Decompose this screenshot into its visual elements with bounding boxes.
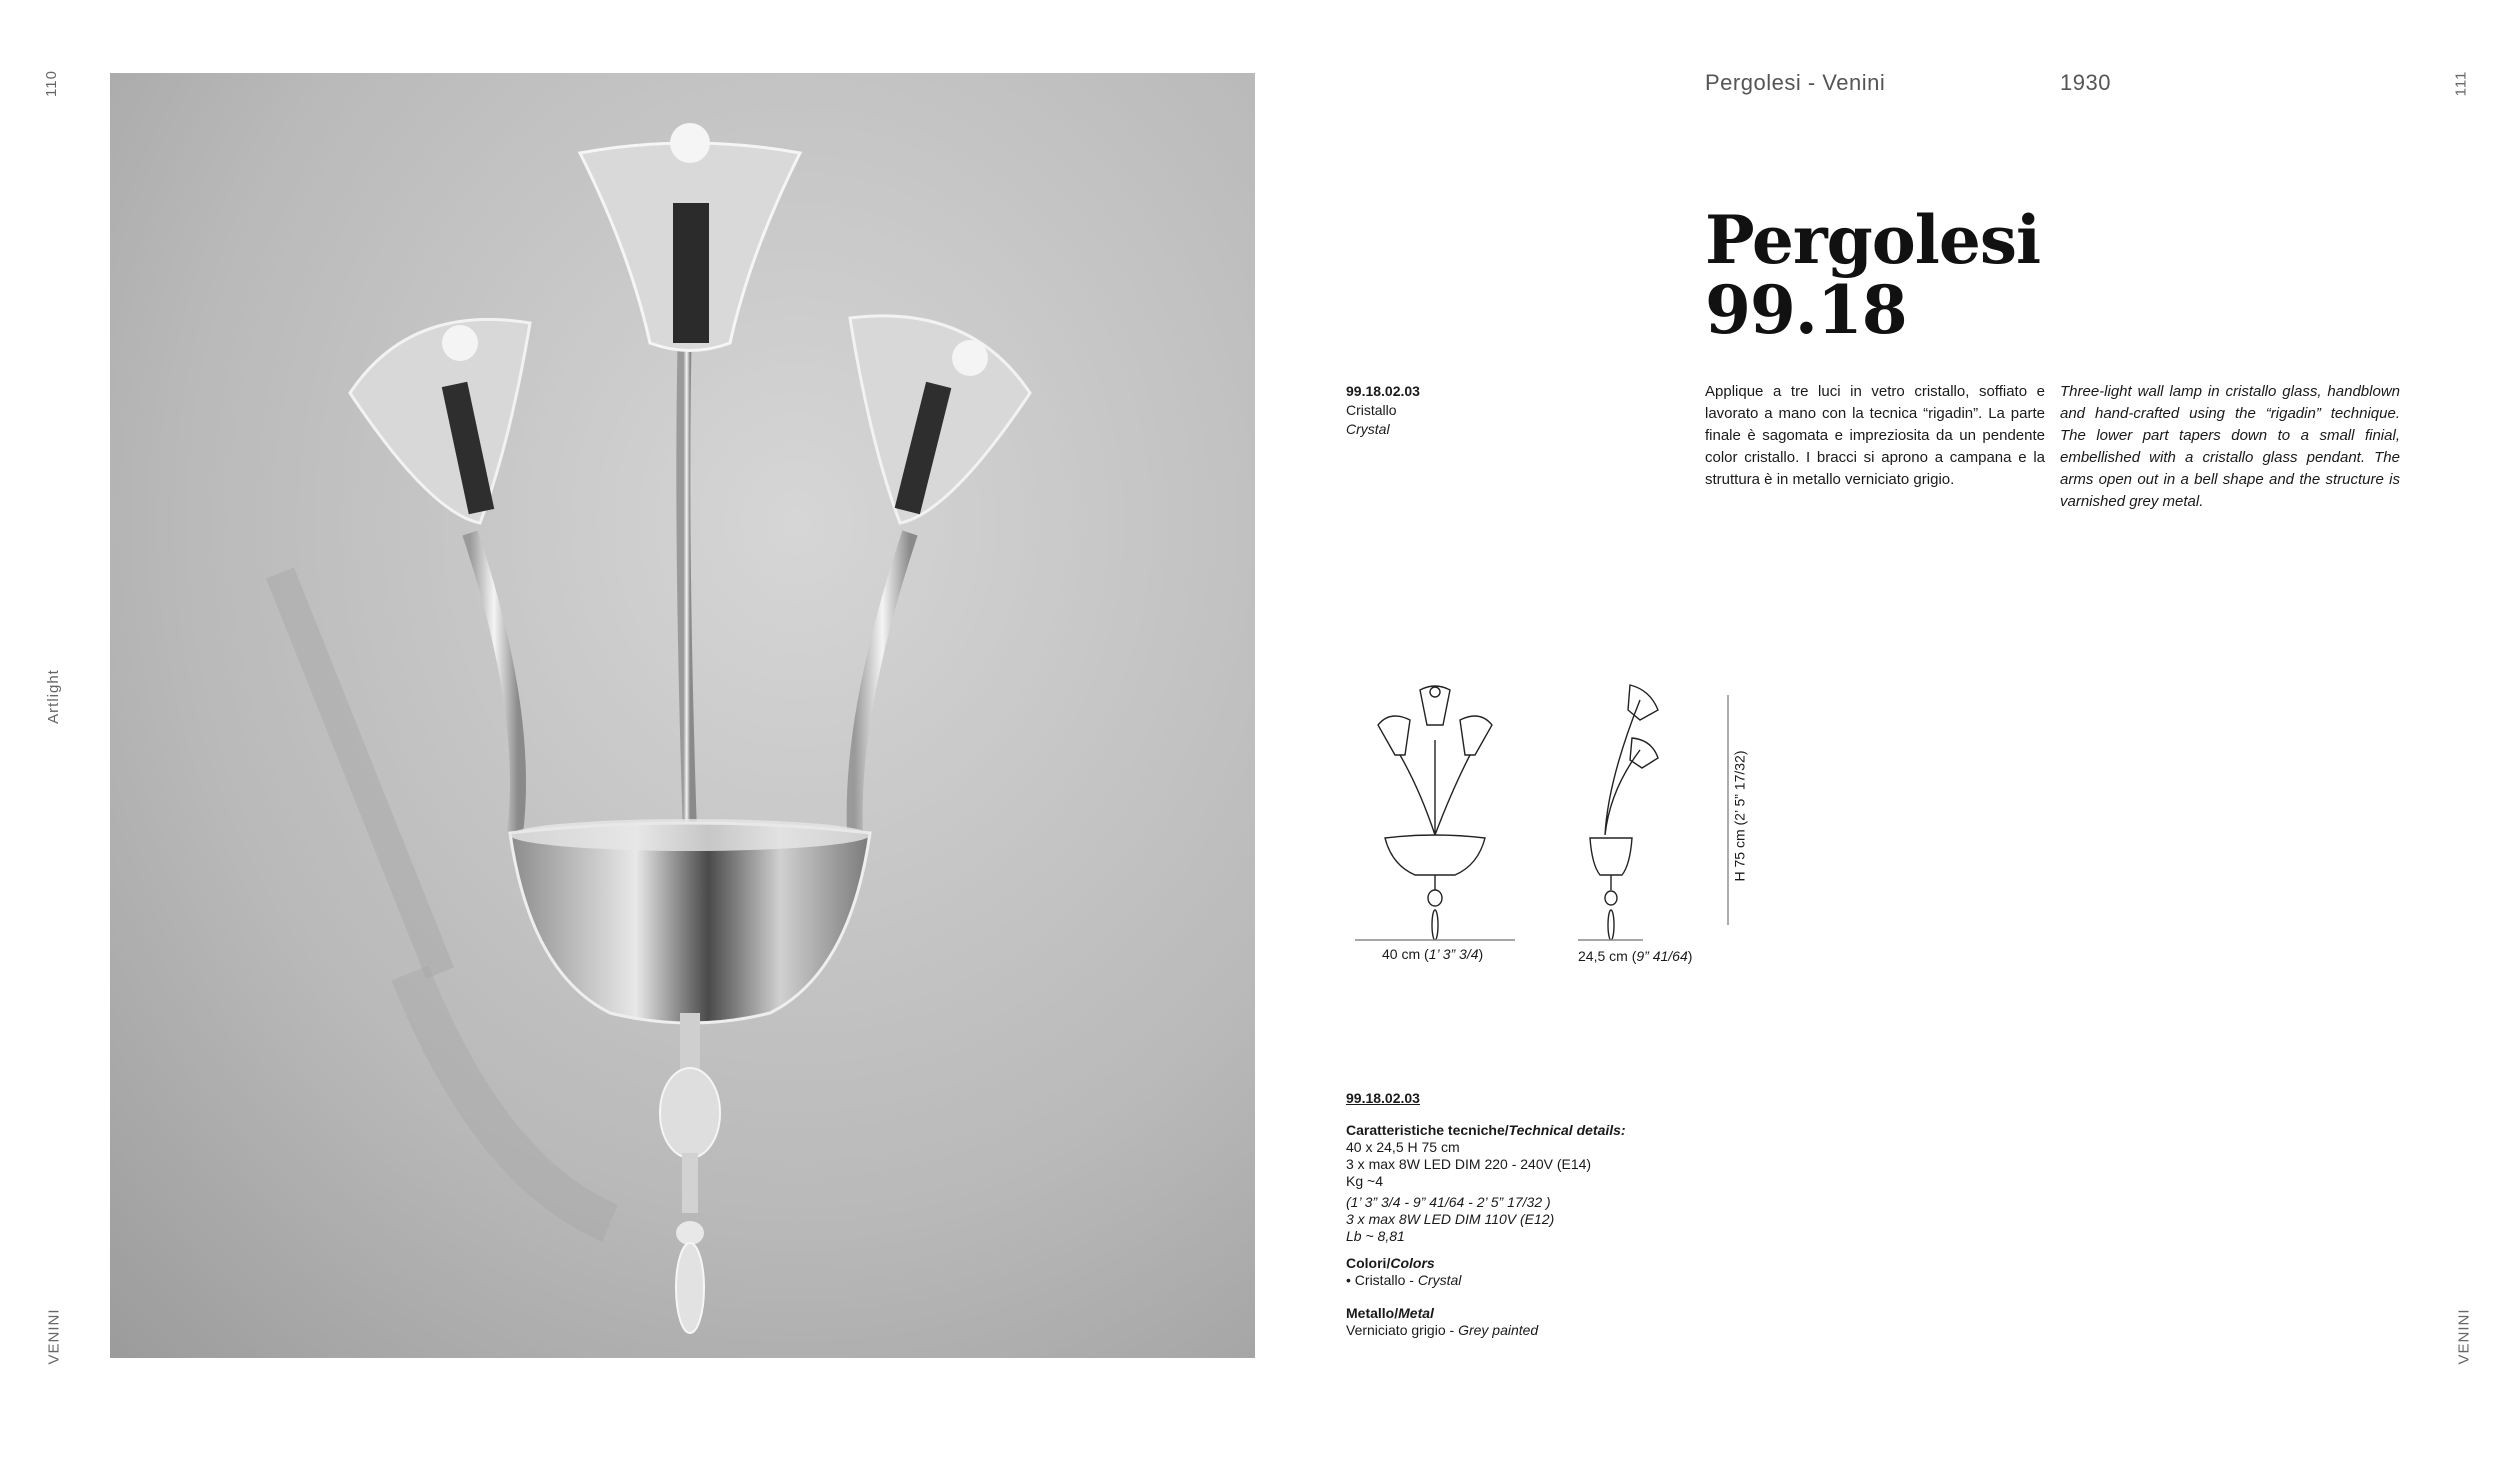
tech-code: 99.18.02.03 <box>1346 1090 1420 1106</box>
wall-lamp-photo <box>110 73 1255 1358</box>
front-view <box>1400 740 1470 835</box>
depth-dimension: 24,5 cm (9” 41/64) <box>1578 948 1693 964</box>
description-english: Three-light wall lamp in cristallo glass, handblown and hand-crafted using the “rigadin” technique. The lower part tapers down to a small finial, embellished with a cristallo glass pendant. The arms open out in a bell shape and the structure is varnished grey metal. <box>2060 383 2400 510</box>
tech-heading <box>1346 1122 1846 1139</box>
product-title <box>1705 201 2041 349</box>
metal-item-it: Verniciato grigio - <box>1346 1322 1459 1338</box>
tech-heading-en: Technical details: <box>1508 1122 1626 1138</box>
colors-heading <box>1346 1255 1846 1272</box>
color-item-it: • Cristallo - <box>1346 1272 1418 1288</box>
variant-code: 99.18.02.03 <box>1346 383 1420 399</box>
colors-heading-it: Colori/ <box>1346 1255 1391 1271</box>
width-dimension: 40 cm (1’ 3” 3/4) <box>1382 946 1484 962</box>
description-italian: Applique a tre luci in vetro cristallo, soffiato e lavorato a mano con la tecnica “rigadin”. La parte finale è sagomata e impreziosita da un pendente color cristallo. I bracci si aprono a campana e la struttura è in metallo verniciato grigio. <box>1705 383 2045 488</box>
brand-label-right: VENINI <box>2455 1308 2473 1365</box>
metal-heading-en: Metal <box>1398 1305 1434 1321</box>
metal-heading-it: Metallo/ <box>1346 1305 1399 1321</box>
product-title-name: Pergolesi <box>1705 201 2041 279</box>
product-title-code: 99.18 <box>1705 271 1907 349</box>
tech-heading-it: Caratteristiche tecniche/ <box>1346 1122 1509 1138</box>
width-imperial: 1’ 3” 3/4 <box>1428 946 1479 962</box>
depth-imperial: 9” 41/64 <box>1636 948 1688 964</box>
variant-color-en: Crystal <box>1346 421 1390 437</box>
variant-info <box>1346 382 1420 439</box>
lamp-drawing-svg <box>1340 680 1740 980</box>
technical-drawing <box>1340 680 1740 980</box>
depth-metric: 24,5 cm <box>1578 948 1628 964</box>
metal-item <box>1346 1322 1846 1339</box>
page-number-right: 111 <box>2452 70 2470 97</box>
tech-imperial-line: 3 x max 8W LED DIM 110V (E12) <box>1346 1211 1555 1227</box>
colors-heading-en: Colors <box>1390 1255 1435 1271</box>
section-label: Artlight <box>44 669 62 724</box>
tech-imperial-line: Lb ~ 8,81 <box>1346 1228 1405 1244</box>
side-view <box>1605 700 1640 835</box>
variant-color-it: Cristallo <box>1346 402 1397 418</box>
height-dimension: H 75 cm (2’ 5” 17/32) <box>1731 750 1748 882</box>
color-item <box>1346 1272 1846 1289</box>
brand-label-left: VENINI <box>45 1308 63 1365</box>
technical-details <box>1346 1090 1846 1339</box>
tech-imperial-line: (1’ 3” 3/4 - 9” 41/64 - 2’ 5” 17/32 ) <box>1346 1194 1551 1210</box>
page-number-left: 110 <box>42 70 60 97</box>
metal-heading <box>1346 1305 1846 1322</box>
collection-header: Pergolesi - Venini <box>1705 70 1886 95</box>
tech-metric-line: 40 x 24,5 H 75 cm <box>1346 1139 1460 1155</box>
color-item-en: Crystal <box>1417 1272 1462 1288</box>
tech-metric-line: 3 x max 8W LED DIM 220 - 240V (E14) <box>1346 1156 1592 1172</box>
year-header: 1930 <box>2060 70 2111 95</box>
product-photo <box>110 73 1255 1358</box>
width-metric: 40 cm <box>1382 946 1421 962</box>
metal-item-en: Grey painted <box>1458 1322 1539 1338</box>
tech-metric-line: Kg ~4 <box>1346 1173 1383 1189</box>
